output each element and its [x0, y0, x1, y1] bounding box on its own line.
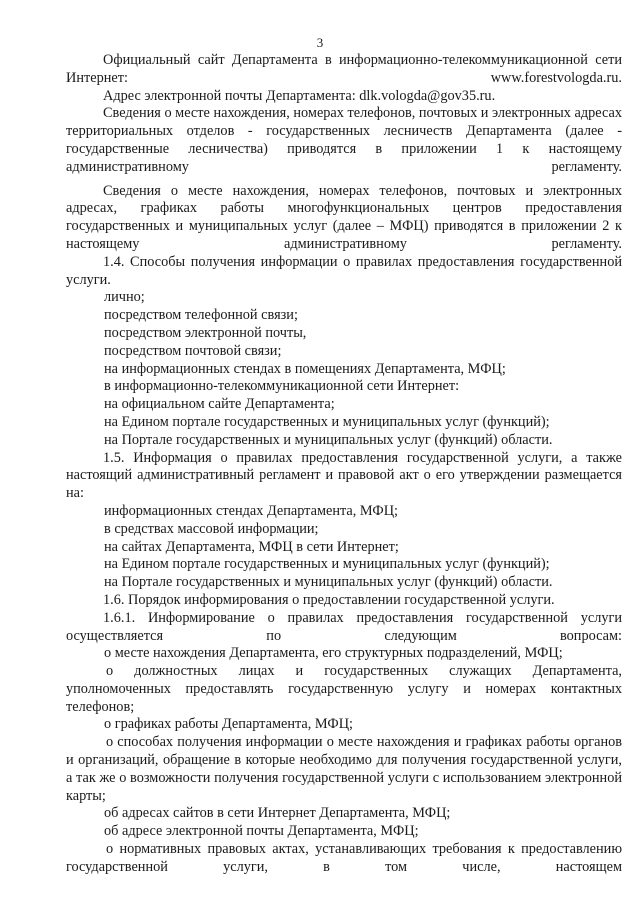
list-item: в средствах массовой информации;: [104, 520, 319, 537]
list-item: на информационных стендах в помещениях Департамента, МФЦ;: [104, 360, 506, 377]
list-item: на Едином портале государственных и муниципальных услуг (функций);: [104, 556, 550, 573]
list-item: лично;: [104, 289, 145, 306]
document-body: [66, 52, 622, 877]
paragraph-email-address: Адрес электронной почты Департамента: dlk.vologda@gov35.ru.: [103, 87, 496, 104]
paragraph-officials: о должностных лицах и государственных служащих Департамента, уполномоченных предоставлять государственную услугу и номерах контактных телефонов;: [66, 663, 622, 715]
list-item: информационных стендах Департамента, МФЦ;: [104, 502, 399, 519]
section-1-5-paragraph: 1.5. Информация о правилах предоставления государственной услуги, а также настоящий административный регламент и правовой акт о его утверждении размещается на:: [66, 449, 622, 502]
list-item: об адресе электронной почты Департамента, МФЦ;: [104, 823, 419, 840]
list-item: посредством электронной почты,: [104, 324, 307, 341]
list-item: посредством почтовой связи;: [104, 342, 282, 359]
section-1-6-heading: 1.6. Порядок информирования о предоставлении государственной услуги.: [103, 591, 555, 608]
list-item: о графиках работы Департамента, МФЦ;: [104, 716, 354, 733]
list-item: посредством телефонной связи;: [104, 307, 298, 324]
list-item: на Портале государственных и муниципальных услуг (функций) области.: [104, 574, 553, 591]
page-number: 3: [316, 35, 324, 50]
list-item: в информационно-телекоммуникационной сети Интернет:: [104, 378, 460, 395]
list-item: о месте нахождения Департамента, его структурных подразделений, МФЦ;: [104, 645, 563, 662]
list-item: на Едином портале государственных и муниципальных услуг (функций);: [104, 413, 550, 430]
section-1-4-heading: 1.4. Способы получения информации о правилах предоставления государственной услуги.: [66, 253, 622, 288]
paragraph-info-methods: о способах получения информации о месте нахождения и графиках работы органов и организаций, обращение в которые необходимо для получения государственной услуги, а так же о возможности получения государственной услуги с использованием электронной карты;: [66, 734, 622, 804]
list-item: об адресах сайтов в сети Интернет Департамента, МФЦ;: [104, 805, 451, 822]
list-item: на Портале государственных и муниципальных услуг (функций) области.: [104, 431, 553, 448]
section-1-6-1-paragraph: 1.6.1. Информирование о правилах предоставления государственной услуги осуществляется по следующим вопросам:: [66, 609, 622, 644]
list-item: на официальном сайте Департамента;: [104, 396, 335, 413]
paragraph-official-site: Официальный сайт Департамента в информационно-телекоммуникационной сети Интернет: www.forestvologda.ru.: [66, 52, 622, 86]
paragraph-forestry-offices: Сведения о месте нахождения, номерах телефонов, почтовых и электронных адресах территориальных отделов - государственных лесничеств Департамента (далее - государственные лесничества) приводятся в приложении 1 к настоящему административному регламенту.: [66, 105, 622, 175]
paragraph-mfc-info: Сведения о месте нахождения, номерах телефонов, почтовых и электронных адресах, графиках работы многофункциональных центров предоставления государственных и муниципальных услуг (далее – МФЦ) приводятся в приложении 2 к настоящему административному регламенту.: [66, 182, 622, 252]
list-item: на сайтах Департамента, МФЦ в сети Интернет;: [104, 538, 399, 555]
paragraph-normative-acts: о нормативных правовых актах, устанавливающих требования к предоставлению государственной услуги, в том числе, настоящем: [66, 841, 622, 875]
